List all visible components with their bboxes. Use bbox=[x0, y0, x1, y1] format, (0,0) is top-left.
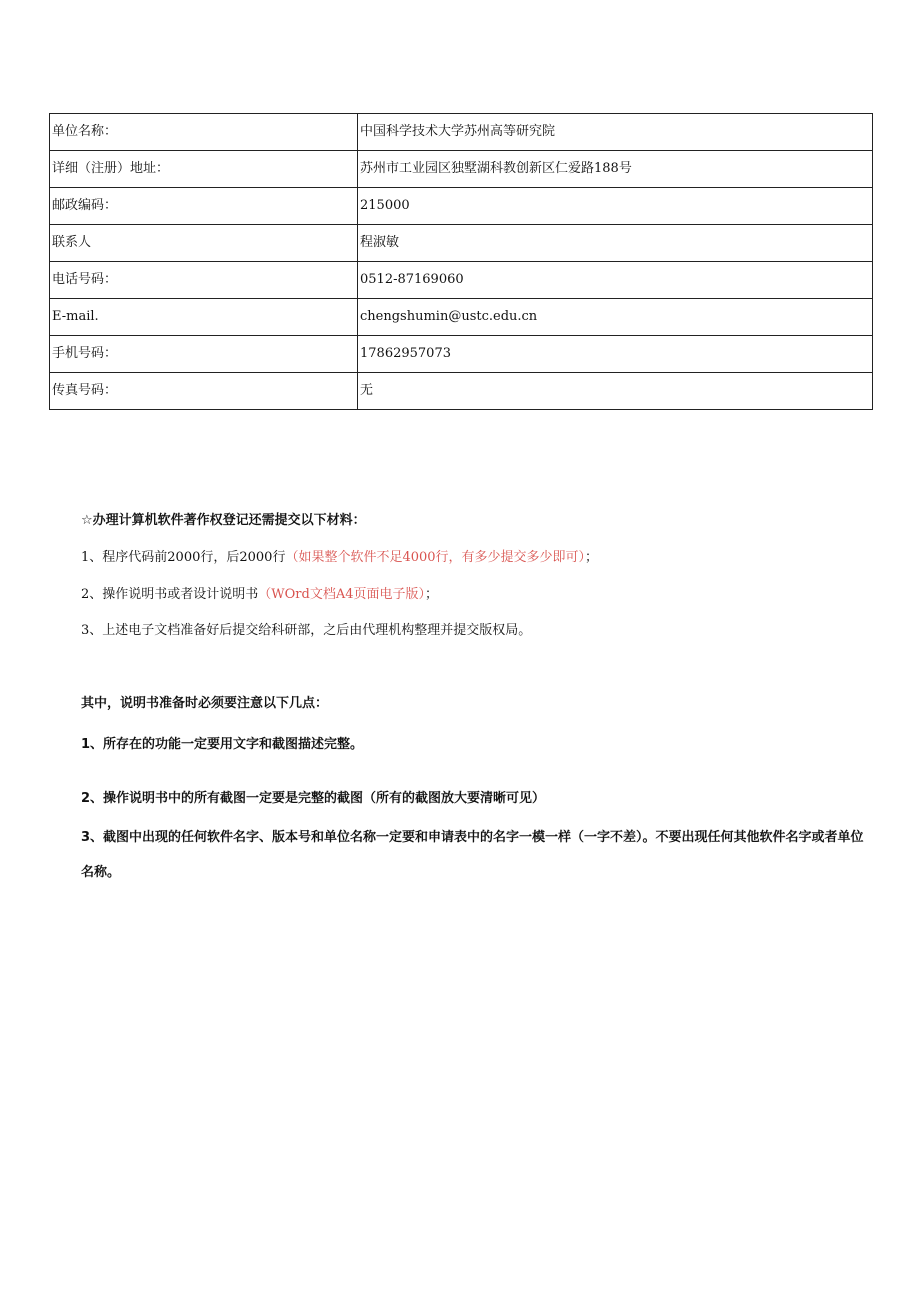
materials-item-2-text: 2、操作说明书或者设计说明书 bbox=[81, 587, 259, 602]
mobile-value: 17862957073 bbox=[358, 336, 873, 373]
contact-person-value: 程淑敏 bbox=[358, 225, 873, 262]
fax-label: 传真号码： bbox=[50, 373, 358, 410]
table-row bbox=[50, 373, 873, 410]
manual-point-3: 3、截图中出现的任何软件名字、版本号和单位名称一定要和申请表中的名字一模一样（一字不差）。不要出现任何其他软件名字或者单位名称。 bbox=[81, 830, 864, 880]
table-row bbox=[50, 299, 873, 336]
email-label: E-mail. bbox=[50, 299, 358, 336]
manual-point-2: 2、操作说明书中的所有截图一定要是完整的截图（所有的截图放大要清晰可见） bbox=[81, 791, 546, 806]
unit-name-value: 中国科学技术大学苏州高等研究院 bbox=[358, 114, 873, 151]
materials-item-1-end: ； bbox=[585, 550, 599, 565]
materials-item-2 bbox=[81, 586, 438, 604]
unit-name-label: 单位名称： bbox=[50, 114, 358, 151]
table-row bbox=[50, 336, 873, 373]
table-row bbox=[50, 225, 873, 262]
materials-item-2-end: ； bbox=[425, 587, 439, 602]
materials-item-1-note: （如果整个软件不足4000行，有多少提交多少即可） bbox=[285, 550, 586, 565]
mobile-label: 手机号码： bbox=[50, 336, 358, 373]
address-label: 详细（注册）地址： bbox=[50, 151, 358, 188]
table-row bbox=[50, 151, 873, 188]
materials-item-1-text: 1、程序代码前2000行，后2000行 bbox=[81, 550, 286, 565]
table-row bbox=[50, 262, 873, 299]
fax-value: 无 bbox=[358, 373, 873, 410]
materials-item-3: 3、上述电子文档准备好后提交给科研部，之后由代理机构整理并提交版权局。 bbox=[81, 623, 532, 638]
contact-info-table bbox=[49, 113, 873, 410]
materials-heading: ☆办理计算机软件著作权登记还需提交以下材料： bbox=[81, 513, 366, 528]
email-value: chengshumin@ustc.edu.cn bbox=[358, 299, 873, 336]
phone-label: 电话号码： bbox=[50, 262, 358, 299]
postal-code-label: 邮政编码： bbox=[50, 188, 358, 225]
table-row bbox=[50, 114, 873, 151]
table-row bbox=[50, 188, 873, 225]
manual-notes-heading: 其中，说明书准备时必须要注意以下几点： bbox=[81, 696, 329, 711]
phone-value: 0512-87169060 bbox=[358, 262, 873, 299]
materials-item-1 bbox=[81, 549, 598, 567]
address-value: 苏州市工业园区独墅湖科教创新区仁爱路188号 bbox=[358, 151, 873, 188]
contact-person-label: 联系人 bbox=[50, 225, 358, 262]
materials-item-2-note: （WOrd文档A4页面电子版） bbox=[258, 587, 425, 602]
postal-code-value: 215000 bbox=[358, 188, 873, 225]
manual-point-1: 1、所存在的功能一定要用文字和截图描述完整。 bbox=[81, 737, 364, 752]
